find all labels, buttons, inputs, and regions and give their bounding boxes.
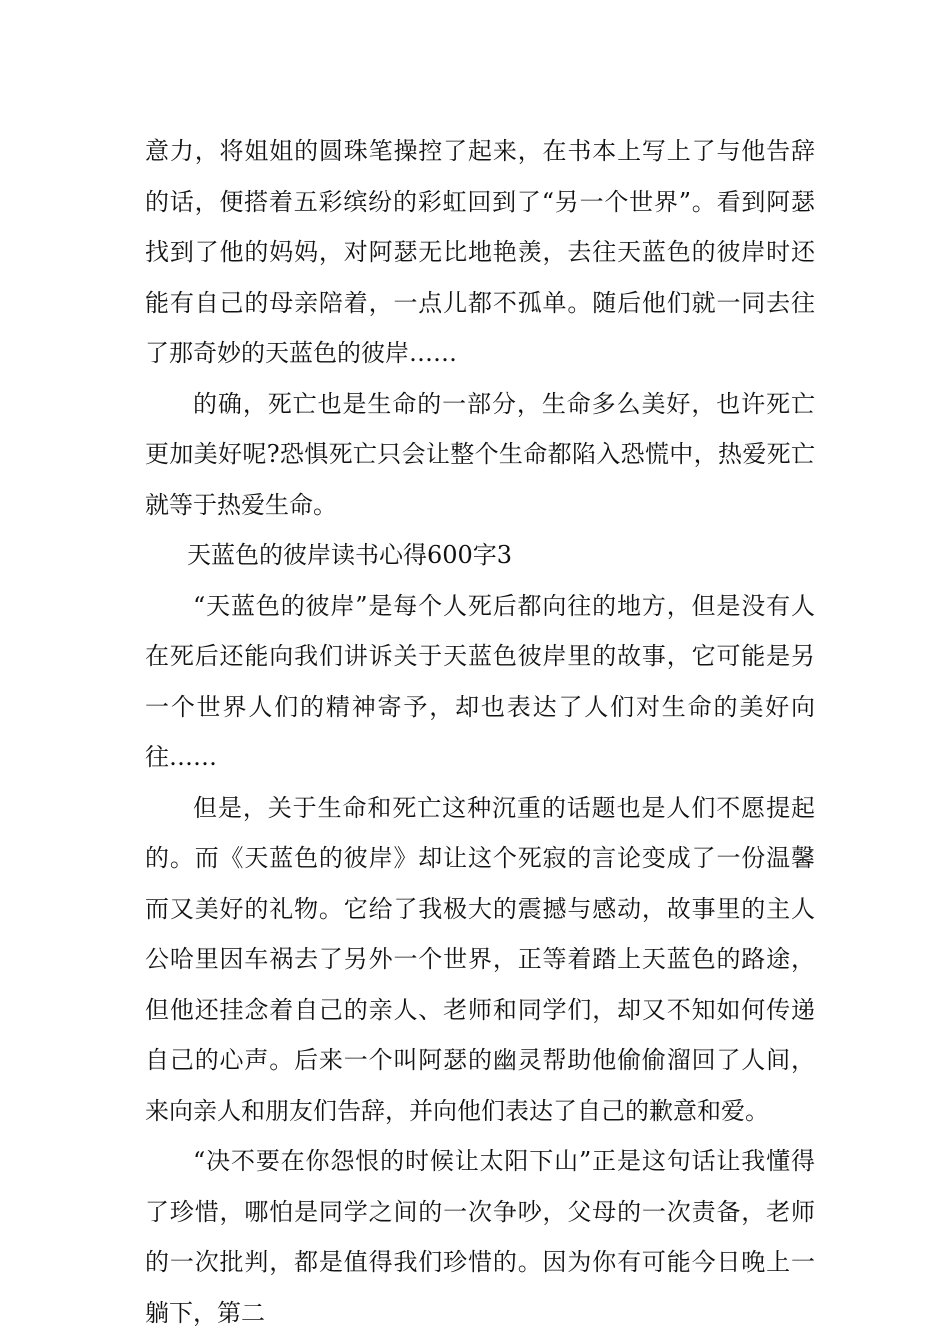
section-heading: 天蓝色的彼岸读书心得600字3: [187, 541, 513, 569]
paragraph-harry-story: 但是，关于生命和死亡这种沉重的话题也是人们不愿提起的。而《天蓝色的彼岸》却让这个死寂的言论变成了一份温馨而又美好的礼物。它给了我极大的震撼与感动，故事里的主人公哈里因车祸去了另外一个世界，正等着踏上天蓝色的路途，但他还挂念着自己的亲人、老师和同学们，却又不知如何传递自己的心声。后来一个叫阿瑟的幽灵帮助他偷偷溜回了人间，来向亲人和朋友们告辞，并向他们表达了自己的歉意和爱。: [145, 793, 815, 1125]
body-text: [145, 126, 815, 1338]
paragraph-other-shore: “天蓝色的彼岸”是每个人死后都向往的地方，但是没有人在死后还能向我们讲诉关于天蓝色彼岸里的故事，它可能是另一个世界人们的精神寄予，却也表达了人们对生命的美好向往……: [145, 591, 815, 771]
paragraph-death-part-of-life: 的确，死亡也是生命的一部分，生命多么美好，也许死亡更加美好呢?恐惧死亡只会让整个生命都陷入恐慌中，热爱死亡就等于热爱生命。: [145, 389, 815, 519]
paragraph-continued: 意力，将姐姐的圆珠笔操控了起来，在书本上写上了与他告辞的话，便搭着五彩缤纷的彩虹回到了“另一个世界”。看到阿瑟找到了他的妈妈，对阿瑟无比地艳羡，去往天蓝色的彼岸时还能有自己的母亲陪着，一点儿都不孤单。随后他们就一同去往了那奇妙的天蓝色的彼岸……: [145, 137, 815, 367]
paragraph-cherish: “决不要在你怨恨的时候让太阳下山”正是这句话让我懂得了珍惜，哪怕是同学之间的一次争吵，父母的一次责备，老师的一次批判，都是值得我们珍惜的。因为你有可能今日晚上一躺下，第二: [145, 1147, 815, 1327]
